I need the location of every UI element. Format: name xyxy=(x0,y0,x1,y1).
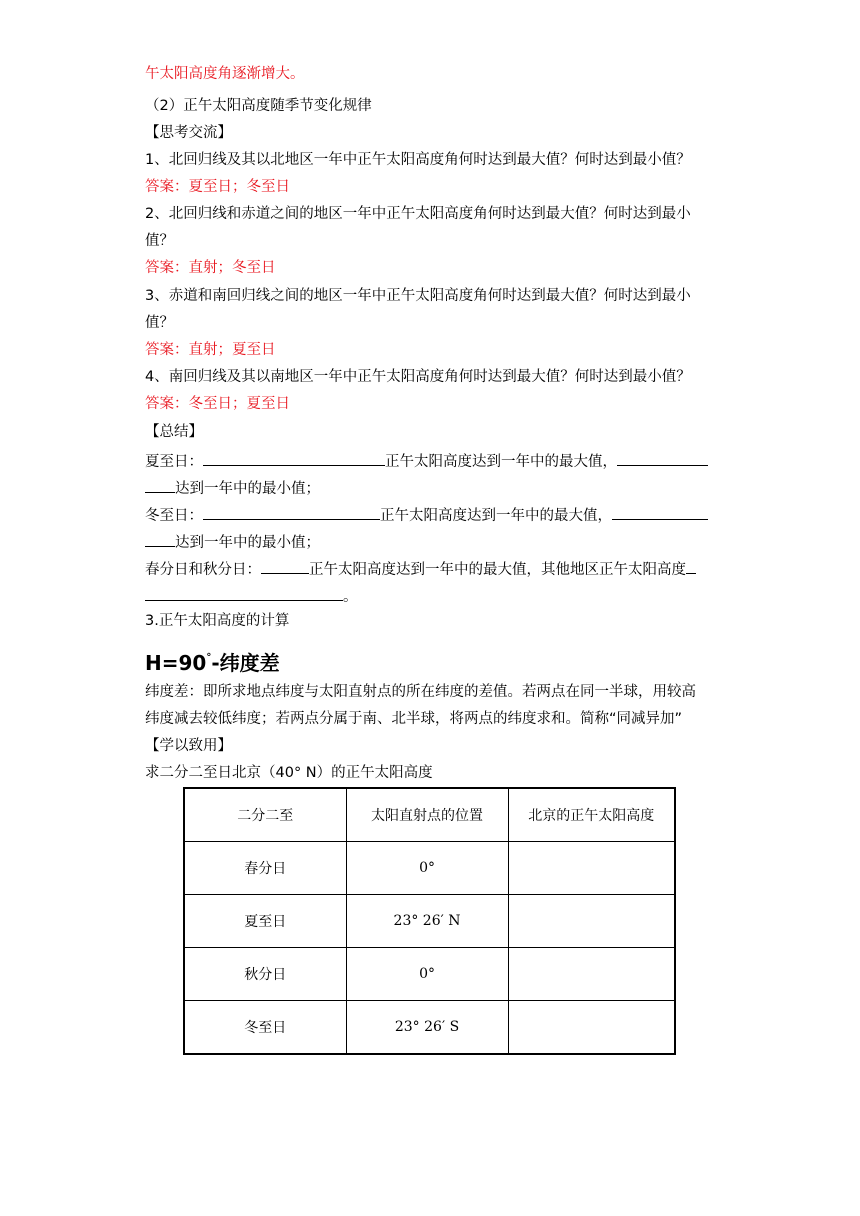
fill-blank[interactable] xyxy=(203,449,385,466)
winter-middle: 正午太阳高度达到一年中的最大值， xyxy=(380,508,612,524)
equinox-end: 。 xyxy=(343,589,358,605)
answer-4: 答案：冬至日；夏至日 xyxy=(145,396,290,412)
header-cell: 北京的正午太阳高度 xyxy=(508,788,675,842)
degree-sign: ° xyxy=(206,652,212,663)
equinox-middle: 正午太阳高度达到一年中的最大值，其他地区正午太阳高度 xyxy=(309,562,686,578)
summary-heading: 【总结】 xyxy=(145,424,203,440)
question-1: 1、北回归线及其以北地区一年中正午太阳高度角何时达到最大值？何时达到最小值？ xyxy=(145,152,691,168)
fill-blank[interactable] xyxy=(612,503,708,520)
formula-heading xyxy=(145,644,280,677)
question-2: 2、北回归线和赤道之间的地区一年中正午太阳高度角何时达到最大值？何时达到最小 xyxy=(145,206,691,222)
solar-altitude-table xyxy=(183,787,676,1055)
answer-3: 答案：直射；夏至日 xyxy=(145,342,276,358)
question-3-cont: 值？ xyxy=(145,315,174,331)
header-cell: 二分二至 xyxy=(184,788,346,842)
subsection-heading: （2）正午太阳高度随季节变化规律 xyxy=(145,98,372,114)
section-3-heading: 3.正午太阳高度的计算 xyxy=(145,613,290,629)
definition-line-2: 纬度减去较低纬度；若两点分属于南、北半球，将两点的纬度求和。简称“同减异加” xyxy=(145,711,683,727)
summary-line-equinox-cont xyxy=(145,584,358,607)
apply-heading: 【学以致用】 xyxy=(145,738,232,754)
fill-blank[interactable] xyxy=(686,557,696,574)
fill-blank[interactable] xyxy=(203,503,380,520)
header-cell: 太阳直射点的位置 xyxy=(346,788,508,842)
fill-blank[interactable] xyxy=(145,476,175,493)
fill-blank[interactable] xyxy=(261,557,309,574)
continued-text: 午太阳高度角逐渐增大。 xyxy=(145,66,305,82)
answer-cell[interactable] xyxy=(508,948,675,1001)
table-header-row xyxy=(184,788,675,842)
think-discuss-heading: 【思考交流】 xyxy=(145,125,232,141)
winter-label: 冬至日： xyxy=(145,508,203,524)
summary-line-summer xyxy=(145,449,708,472)
question-4: 4、南回归线及其以南地区一年中正午太阳高度角何时达到最大值？何时达到最小值？ xyxy=(145,369,691,385)
answer-1: 答案：夏至日；冬至日 xyxy=(145,179,290,195)
summer-middle: 正午太阳高度达到一年中的最大值， xyxy=(385,454,617,470)
summary-line-winter xyxy=(145,503,708,526)
answer-2: 答案：直射；冬至日 xyxy=(145,260,276,276)
formula-suffix: -纬度差 xyxy=(211,651,280,675)
formula-prefix: H=90 xyxy=(145,651,207,675)
table-row xyxy=(184,895,675,948)
answer-cell[interactable] xyxy=(508,1001,675,1055)
table-cell: 冬至日 xyxy=(184,1001,346,1055)
summary-line-equinox xyxy=(145,557,696,580)
summary-line-winter-cont xyxy=(145,530,320,553)
table-row xyxy=(184,948,675,1001)
table-cell: 23° 26′ S xyxy=(346,1001,508,1055)
definition-line-1: 纬度差：即所求地点纬度与太阳直射点的所在纬度的差值。若两点在同一半球，用较高 xyxy=(145,684,696,700)
table-cell: 夏至日 xyxy=(184,895,346,948)
summer-end: 达到一年中的最小值； xyxy=(175,481,320,497)
winter-end: 达到一年中的最小值； xyxy=(175,535,320,551)
table-cell: 0° xyxy=(346,948,508,1001)
equinox-label: 春分日和秋分日： xyxy=(145,562,261,578)
table-cell: 秋分日 xyxy=(184,948,346,1001)
table-cell: 春分日 xyxy=(184,842,346,895)
fill-blank[interactable] xyxy=(617,449,708,466)
answer-cell[interactable] xyxy=(508,895,675,948)
fill-blank[interactable] xyxy=(145,584,343,601)
table-cell: 23° 26′ N xyxy=(346,895,508,948)
table-row xyxy=(184,1001,675,1055)
task-text: 求二分二至日北京（40° N）的正午太阳高度 xyxy=(145,765,433,781)
table-cell: 0° xyxy=(346,842,508,895)
summer-label: 夏至日： xyxy=(145,454,203,470)
answer-cell[interactable] xyxy=(508,842,675,895)
summary-line-summer-cont xyxy=(145,476,320,499)
fill-blank[interactable] xyxy=(145,530,175,547)
question-2-cont: 值？ xyxy=(145,233,174,249)
question-3: 3、赤道和南回归线之间的地区一年中正午太阳高度角何时达到最大值？何时达到最小 xyxy=(145,288,691,304)
table-row xyxy=(184,842,675,895)
